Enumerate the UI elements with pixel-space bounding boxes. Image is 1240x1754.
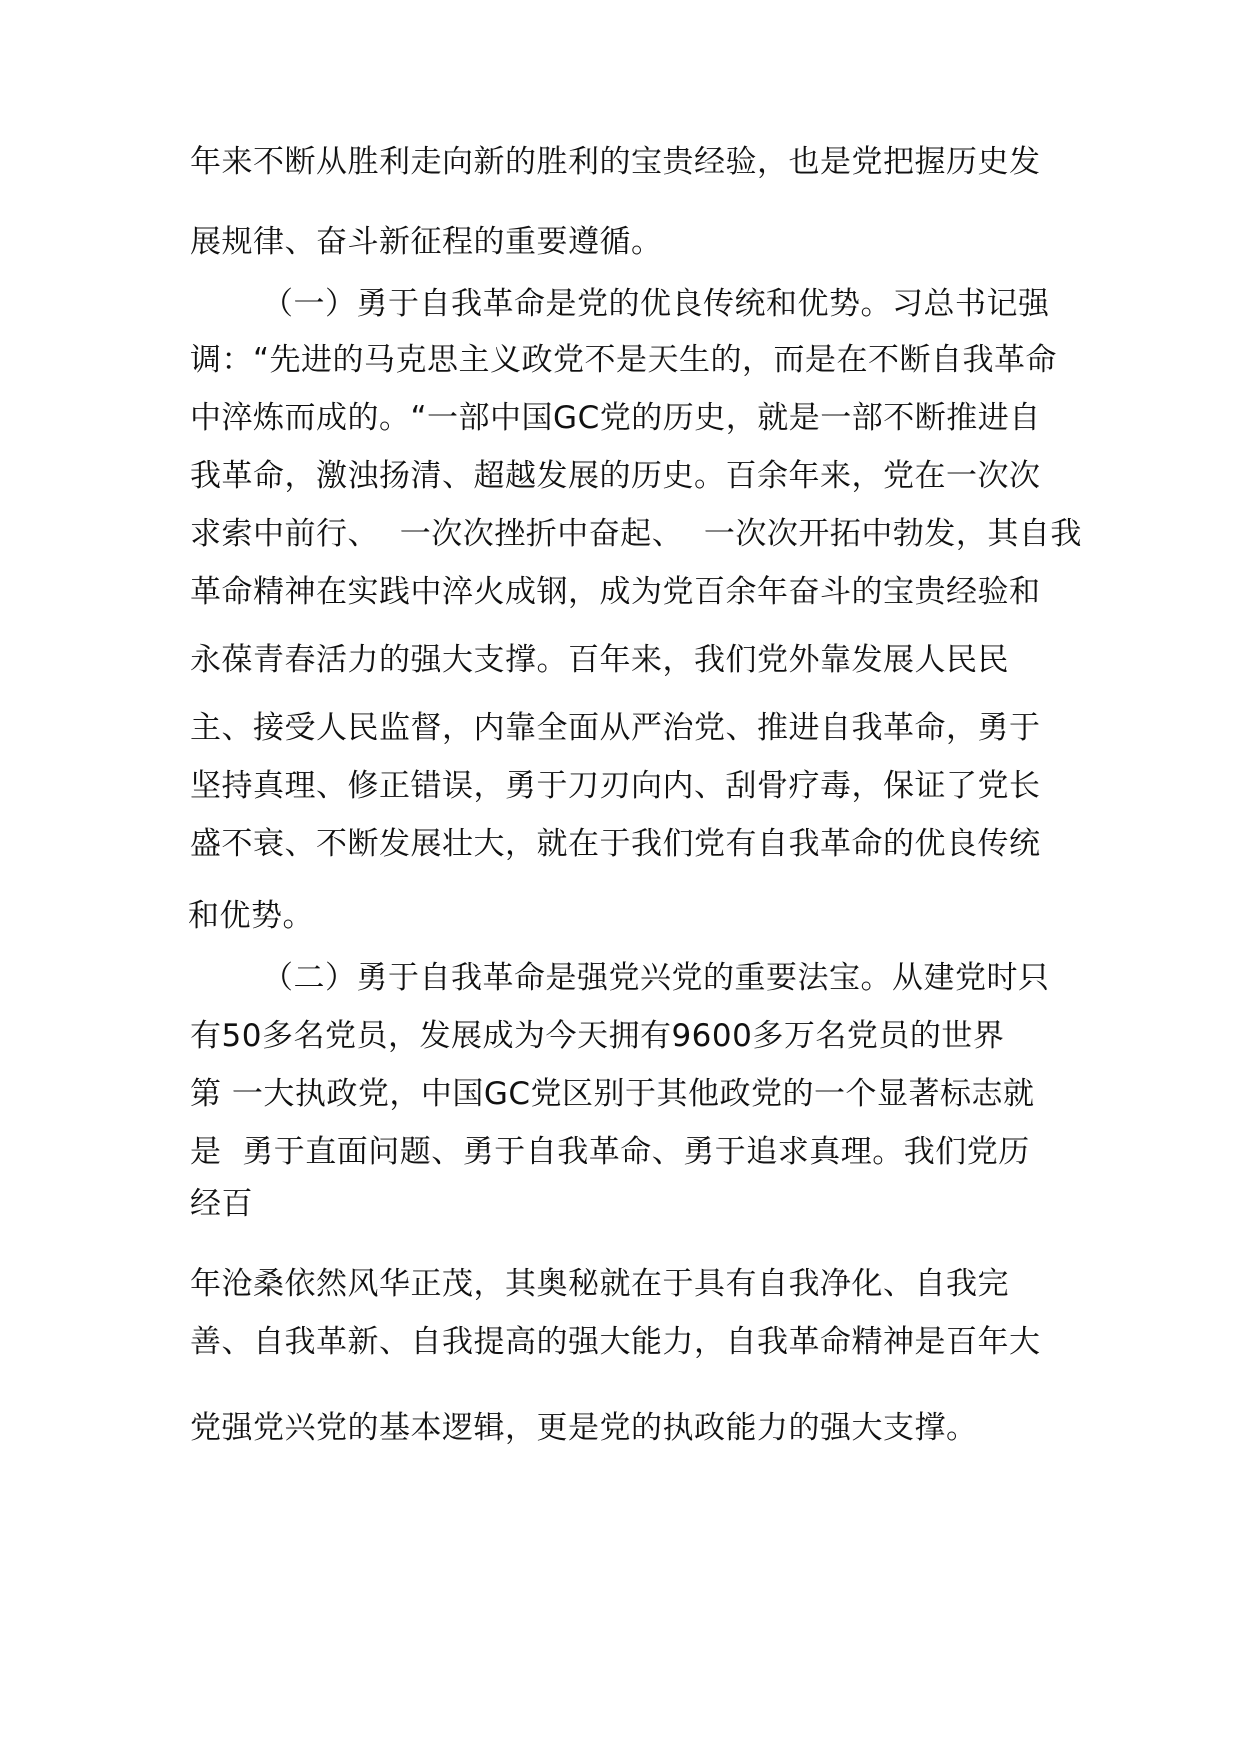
text-line: 善、自我革新、自我提高的强大能力，自我革命精神是百年大 xyxy=(190,1324,1041,1360)
text-line: 永葆青春活力的强大支撑。百年来，我们党外靠发展人民民 xyxy=(190,642,1009,678)
text-line: 盛不衰、不断发展壮大，就在于我们党有自我革命的优良传统 xyxy=(190,826,1041,862)
text-line: 中淬炼而成的。“一部中国GC党的历史，就是一部不断推进自 xyxy=(190,400,1041,436)
text-line: 展规律、奋斗新征程的重要遵循。 xyxy=(190,224,663,260)
text-line: 年来不断从胜利走向新的胜利的宝贵经验，也是党把握历史发 xyxy=(190,144,1041,180)
text-line: 革命精神在实践中淬火成钢，成为党百余年奋斗的宝贵经验和 xyxy=(190,574,1041,610)
text-line: 主、接受人民监督，内靠全面从严治党、推进自我革命，勇于 xyxy=(190,710,1041,746)
text-line: （一）勇于自我革命是党的优良传统和优势。习总书记强 xyxy=(262,286,1050,322)
text-line: 求索中前行、 一次次挫折中奋起、 一次次开拓中勃发，其自我 xyxy=(190,516,1082,552)
text-line: （二）勇于自我革命是强党兴党的重要法宝。从建党时只 xyxy=(262,960,1050,996)
text-line: 我革命，激浊扬清、超越发展的历史。百余年来，党在一次次 xyxy=(190,458,1041,494)
text-line: 调：“先进的马克思主义政党不是天生的，而是在不断自我革命 xyxy=(190,342,1058,378)
text-line: 有50多名党员，发展成为今天拥有9600多万名党员的世界 xyxy=(190,1018,1005,1054)
text-line: 经百 xyxy=(190,1186,253,1222)
text-line: 党强党兴党的基本逻辑，更是党的执政能力的强大支撑。 xyxy=(190,1410,978,1446)
text-line: 第 一大执政党，中国GC党区别于其他政党的一个显著标志就 xyxy=(190,1076,1035,1112)
text-line: 坚持真理、修正错误，勇于刀刃向内、刮骨疗毒，保证了党长 xyxy=(190,768,1041,804)
text-line: 和优势。 xyxy=(188,898,314,934)
text-line: 是 勇于直面问题、勇于自我革命、勇于追求真理。我们党历 xyxy=(190,1134,1030,1170)
text-line: 年沧桑依然风华正茂，其奥秘就在于具有自我净化、自我完 xyxy=(190,1266,1009,1302)
